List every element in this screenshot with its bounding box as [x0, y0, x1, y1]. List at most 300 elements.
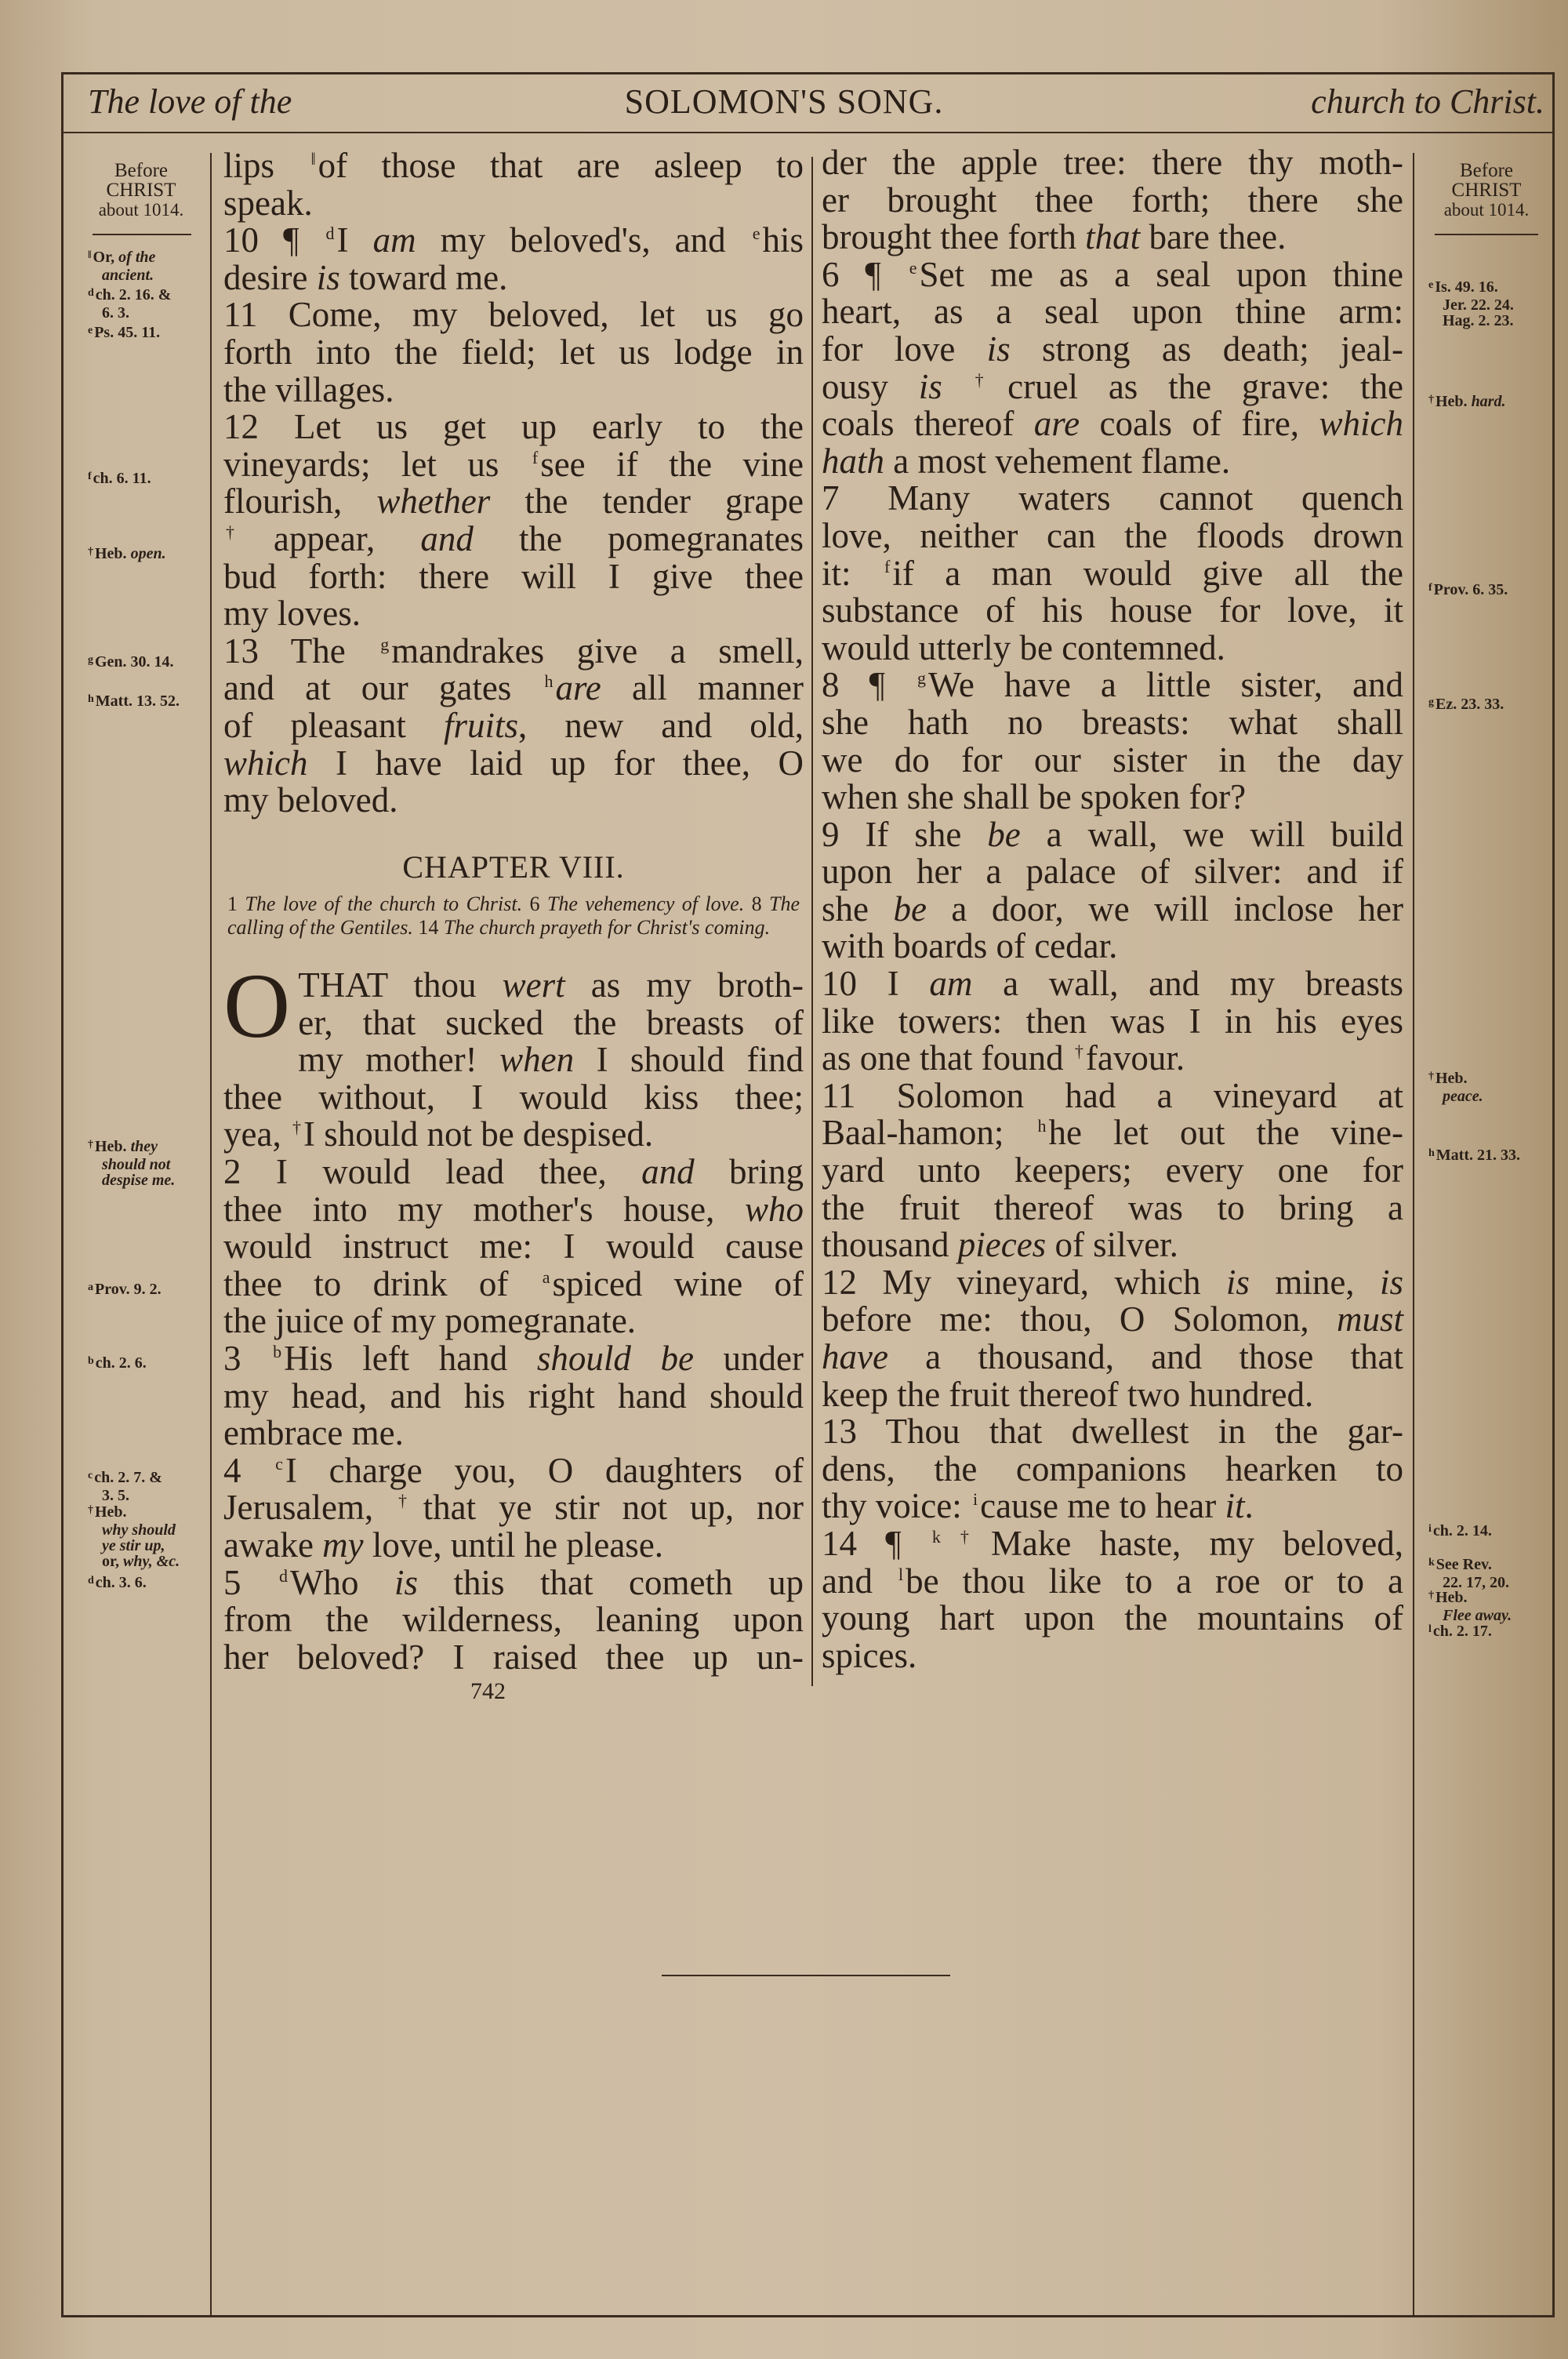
text-line [822, 742, 1403, 780]
text-run: and [822, 1561, 896, 1601]
note-text: ch. 2. 7. & [94, 1469, 162, 1486]
note-mark: † [88, 1504, 93, 1516]
italic-run: am [929, 964, 973, 1004]
note-line [95, 545, 166, 562]
italic-run: who [744, 1189, 804, 1229]
text-run: like towers: then was I in his eyes [822, 1001, 1403, 1041]
text-line [822, 331, 1403, 369]
text-run: spices. [822, 1635, 917, 1675]
note-line [94, 324, 160, 341]
note-line [1434, 581, 1508, 598]
date-before: Before [1459, 160, 1514, 181]
note-line [88, 1554, 180, 1569]
text-line [822, 928, 1403, 965]
summary-text: The vehemency of love. [546, 892, 745, 915]
margin-note [88, 1575, 147, 1593]
note-text: Is. 49. 16. [1435, 278, 1498, 296]
text-run: lips [223, 146, 309, 185]
note-line [88, 305, 171, 321]
text-run: with boards of cedar. [822, 926, 1118, 966]
italic-run: are [1033, 404, 1080, 444]
text-run: young hart upon the mountains of [822, 1598, 1403, 1638]
text-run: er, that sucked the breasts of [298, 1002, 804, 1042]
text-line [223, 1002, 804, 1042]
text-run: heart, as a seal upon thine arm: [822, 292, 1403, 332]
text-run: of pleasant [223, 705, 444, 745]
text-line [822, 293, 1403, 331]
text-run: the fruit thereof was to bring a [822, 1187, 1403, 1227]
text-run: brought thee forth [822, 217, 1086, 257]
text-run: We have a little sister, and [928, 665, 1403, 705]
summary-text: The church prayeth for Christ's coming. [443, 916, 771, 939]
margin-note [88, 546, 166, 564]
text-run: coals thereof [822, 404, 1034, 444]
margin-note [88, 1504, 180, 1569]
margin-note [1428, 1523, 1492, 1541]
note-line [88, 1522, 180, 1538]
text-run: under [693, 1338, 804, 1378]
margin-note [1428, 1070, 1483, 1104]
note-line [1436, 1589, 1468, 1606]
note-text: Ps. 45. 11. [94, 324, 161, 341]
text-run: all manner [601, 668, 804, 708]
right-bc-rule [1435, 234, 1538, 235]
text-line [223, 518, 804, 558]
note-line [1436, 1070, 1468, 1087]
right-margin-divider [1413, 153, 1414, 2315]
text-line [822, 1003, 1403, 1041]
text-run: 5 [223, 1562, 278, 1602]
note-italic: why should [102, 1521, 176, 1539]
text-run: be thou like to a roe or to a [906, 1561, 1403, 1601]
note-line [96, 1574, 147, 1591]
date-year: about 1014. [98, 200, 184, 220]
reference-mark: h [1037, 1116, 1047, 1136]
italic-run: is [1225, 1262, 1250, 1302]
note-mark: f [88, 471, 92, 482]
text-run: would instruct me: I would cause [223, 1227, 804, 1267]
text-run: the tender grape [490, 482, 804, 522]
margin-note [88, 287, 171, 321]
note-line [94, 1469, 162, 1486]
margin-note [88, 325, 160, 343]
note-text: Heb. [1436, 1589, 1468, 1606]
note-text: Ez. 23. 33. [1436, 696, 1504, 713]
reference-mark: g [917, 668, 927, 689]
italic-run: it [1225, 1486, 1245, 1526]
header-title: SOLOMON'S SONG. [624, 82, 944, 121]
note-line [96, 692, 180, 710]
text-run: , new and old, [518, 705, 804, 745]
text-run: thee without, I would kiss thee; [223, 1077, 804, 1117]
text-line [822, 667, 1403, 704]
italic-run: which [223, 743, 308, 783]
text-run: the juice of my pomegranate. [223, 1301, 637, 1341]
note-mark: † [1428, 394, 1434, 405]
reference-mark: l [898, 1564, 904, 1584]
header-rule [61, 132, 1555, 133]
italic-run: is [986, 329, 1011, 369]
text-run: my beloved. [223, 780, 398, 820]
text-line [223, 409, 804, 446]
note-text: Heb. [1436, 1070, 1468, 1087]
margin-note [1428, 1623, 1492, 1641]
text-run: 11 Solomon had a vineyard at [822, 1075, 1403, 1115]
reference-mark: e [909, 257, 917, 278]
text-run: flourish, [223, 482, 377, 522]
text-run: my mother! [298, 1040, 500, 1080]
summary-verse-number: 6 [522, 892, 547, 915]
text-run: forth into the field; let us lodge in [223, 332, 804, 372]
text-run: thee to drink of [223, 1263, 540, 1303]
text-run: I should not be despised. [303, 1114, 654, 1154]
text-line [822, 1075, 1403, 1115]
note-mark: b [88, 1355, 94, 1367]
text-run: if a man would give all the [892, 553, 1403, 593]
text-line [822, 443, 1403, 481]
text-line [223, 1489, 804, 1527]
italic-run: should be [536, 1338, 694, 1378]
text-line [223, 446, 804, 484]
note-mark: ‖ [88, 249, 92, 261]
margin-note [1428, 1590, 1512, 1623]
text-run: she [822, 889, 894, 929]
reference-mark: e [752, 224, 760, 244]
text-run: love, neither can the floods drown [822, 515, 1403, 555]
text-run: it: [822, 553, 882, 593]
text-run: before me: thou, O Solomon, [822, 1299, 1337, 1339]
text-line [223, 1415, 804, 1452]
italic-run: be [893, 889, 927, 929]
italic-run: that [1085, 217, 1141, 257]
text-line [822, 1114, 1403, 1152]
note-mark: f [1428, 582, 1432, 594]
text-run: strong as death; jeal- [1010, 329, 1403, 369]
reference-mark: † [975, 369, 1006, 390]
text-line [822, 1339, 1403, 1376]
reference-mark: † [292, 1118, 301, 1138]
reference-mark: b [273, 1341, 282, 1361]
note-mark: g [88, 654, 93, 666]
margin-note [88, 1139, 175, 1188]
text-line [223, 257, 804, 297]
note-line [1428, 297, 1514, 313]
text-line [223, 1452, 804, 1490]
text-line [822, 480, 1403, 518]
italic-run: and [420, 518, 474, 558]
italic-run: hath [822, 441, 885, 481]
text-line [822, 1563, 1403, 1601]
note-italic: open. [130, 545, 166, 562]
text-run: ousy [822, 366, 919, 406]
note-text: Heb. [95, 1503, 127, 1521]
text-run: for love [822, 329, 987, 369]
text-line [822, 1152, 1403, 1190]
note-italic: of the [118, 249, 156, 266]
note-line [95, 653, 174, 671]
note-line [96, 286, 172, 304]
text-line [223, 147, 804, 185]
end-rule [662, 1975, 950, 1976]
date-year: about 1014. [1443, 200, 1530, 220]
text-run: yard unto keepers; every one for [822, 1150, 1403, 1190]
text-run: His left hand [284, 1338, 537, 1378]
text-line [223, 1562, 804, 1602]
note-italic: why, &c. [123, 1553, 180, 1570]
text-run: I charge you, O daughters of [285, 1450, 804, 1490]
text-run: 3 [223, 1338, 271, 1378]
italic-run: my [322, 1525, 364, 1565]
text-line [223, 1191, 804, 1229]
note-line [1435, 278, 1498, 296]
text-line [822, 1600, 1403, 1637]
note-line [1428, 1575, 1509, 1590]
note-line [88, 1488, 162, 1503]
italic-run: must [1336, 1299, 1403, 1339]
text-run: yea, [223, 1114, 290, 1154]
note-line [1428, 1608, 1512, 1623]
note-mark: c [88, 1470, 93, 1481]
text-run: a door, we will inclose her [926, 889, 1403, 929]
note-mark: † [88, 1139, 93, 1150]
text-run: favour. [1085, 1038, 1185, 1078]
note-text: Matt. 21. 33. [1436, 1147, 1520, 1164]
date-before: Before [114, 160, 169, 181]
note-italic: ancient. [102, 267, 154, 284]
text-line [223, 1041, 804, 1079]
header-left: The love of the [88, 82, 292, 121]
note-mark: l [1428, 1623, 1432, 1635]
note-text: Jer. 22. 24. [1443, 296, 1514, 314]
summary-verse-number: 8 [744, 892, 770, 915]
note-mark: i [1428, 1523, 1432, 1535]
text-line [223, 1151, 804, 1191]
reference-mark: † [398, 1491, 421, 1511]
summary-verse-number: 1 [227, 892, 245, 915]
italic-run: is [918, 366, 942, 406]
italic-run: fruits [443, 705, 518, 745]
note-text: ch. 2. 16. & [95, 286, 172, 304]
margin-note [1428, 279, 1514, 329]
frame-left [61, 72, 64, 2317]
note-text: Heb. [95, 1138, 131, 1155]
text-run: coals of fire, [1080, 404, 1319, 444]
text-run: 4 [223, 1450, 274, 1490]
note-line [95, 1138, 158, 1155]
text-run: appear, [273, 518, 421, 558]
note-text: Heb. [1436, 393, 1472, 410]
text-line [822, 1448, 1403, 1488]
note-line [95, 1281, 162, 1298]
drop-cap: O [223, 954, 291, 1057]
text-line [223, 558, 804, 596]
text-run: Make haste, my beloved, [990, 1523, 1404, 1563]
note-italic: Flee away. [1443, 1607, 1512, 1624]
text-line [822, 405, 1403, 443]
frame-bottom [61, 2315, 1555, 2317]
note-italic: hard. [1471, 393, 1506, 410]
note-text: Prov. 6. 35. [1433, 581, 1508, 598]
text-run: . [1244, 1486, 1254, 1526]
note-mark: h [88, 693, 94, 705]
summary-verse-number: 14 [412, 916, 444, 939]
note-mark: h [1428, 1147, 1435, 1159]
text-run: of silver. [1046, 1225, 1178, 1265]
text-line [822, 1376, 1403, 1414]
italic-run: when [499, 1040, 575, 1080]
date-christ: CHRIST [1451, 180, 1522, 201]
text-run: 12 My vineyard, which [822, 1262, 1226, 1302]
text-run: of those that are asleep to [318, 146, 804, 185]
text-line [822, 366, 1404, 406]
chapter-summary [227, 892, 800, 940]
text-line [822, 219, 1403, 256]
note-line [88, 1172, 175, 1188]
text-line [223, 633, 804, 671]
text-run: der the apple tree: there thy moth- [822, 143, 1403, 182]
note-text: Hag. 2. 23. [1443, 312, 1514, 329]
text-line [223, 1263, 804, 1303]
text-run: 7 Many waters cannot quench [822, 478, 1403, 518]
reference-mark: † [226, 522, 271, 542]
text-line [223, 222, 804, 260]
text-run: awake [223, 1525, 323, 1565]
text-run: his [762, 220, 804, 260]
note-line [88, 1538, 180, 1554]
note-mark: a [88, 1281, 93, 1293]
italic-run: and [641, 1151, 695, 1191]
text-run: bring [694, 1151, 804, 1191]
text-line [822, 256, 1403, 294]
note-italic: should not [102, 1156, 171, 1173]
text-run: desire [223, 257, 317, 297]
text-run: THAT thou [298, 965, 503, 1005]
reference-mark: † [1074, 1041, 1083, 1062]
note-text: See Rev. [1436, 1556, 1492, 1573]
text-line [822, 779, 1403, 816]
note-mark: † [1428, 1590, 1434, 1601]
italic-run: pieces [957, 1225, 1047, 1265]
text-line [822, 555, 1403, 593]
text-run: speak. [223, 183, 313, 223]
text-line [223, 369, 804, 409]
text-line [223, 1079, 804, 1117]
text-run: spiced wine of [552, 1263, 804, 1303]
text-run: would utterly be contemned. [822, 627, 1225, 667]
text-line [822, 1187, 1403, 1227]
column-1-top [223, 147, 804, 820]
note-line [1428, 1089, 1483, 1104]
text-run: Who [290, 1562, 394, 1602]
text-run: 12 Let us get up early to the [223, 407, 804, 447]
right-date-note [1432, 161, 1541, 220]
text-line [223, 1527, 804, 1565]
text-line [223, 967, 804, 1005]
reference-mark: d [325, 224, 335, 244]
text-line [223, 1116, 804, 1154]
italic-run: am [372, 220, 416, 260]
text-run: she hath no breasts: what shall [822, 702, 1403, 742]
text-run: I have laid up for thee, O [307, 743, 804, 783]
text-run: 8 ¶ [822, 665, 916, 705]
note-text: Heb. [95, 545, 131, 562]
note-mark: d [88, 1575, 94, 1587]
italic-run: is [1380, 1262, 1404, 1302]
text-line [223, 1340, 804, 1378]
note-line [1436, 393, 1505, 410]
summary-text: The love of the church to Christ. [245, 892, 523, 915]
text-line [223, 782, 804, 820]
note-line [1433, 1623, 1492, 1640]
chapter-heading: CHAPTER VIII. [402, 849, 625, 885]
reference-mark: i [972, 1489, 978, 1510]
note-italic: they [130, 1138, 158, 1155]
italic-run: are [555, 668, 601, 708]
text-run: 13 Thou that dwellest in the gar- [822, 1412, 1403, 1452]
text-run: I [336, 220, 373, 260]
text-run: 6 ¶ [822, 254, 907, 294]
text-run: 11 Come, my beloved, let us go [223, 295, 804, 335]
text-run: a most vehement flame. [884, 441, 1231, 481]
summary-text: The calling of the Gentiles. [227, 892, 800, 939]
note-mark: g [1428, 696, 1434, 708]
header-right: church to Christ. [1311, 82, 1544, 121]
note-text: ch. 2. 6. [95, 1354, 147, 1372]
margin-note [88, 249, 155, 283]
reference-mark: a [542, 1267, 550, 1287]
note-line [88, 1157, 175, 1172]
note-text: 22. 17, 20. [1443, 1574, 1509, 1591]
note-mark: e [88, 325, 93, 336]
text-run: we do for our sister in the day [822, 740, 1403, 780]
margin-note [1428, 1147, 1520, 1165]
text-run: bare thee. [1140, 217, 1287, 257]
note-line [1433, 1522, 1492, 1539]
text-line [822, 144, 1403, 182]
note-mark: † [88, 546, 93, 558]
text-run: substance of his house for love, it [822, 591, 1403, 631]
left-margin-divider [210, 153, 212, 2315]
note-italic: ye stir up, [102, 1537, 165, 1554]
reference-mark: d [279, 1565, 289, 1586]
text-line [822, 627, 1403, 667]
note-text: Prov. 9. 2. [95, 1281, 162, 1298]
reference-mark: h [544, 671, 554, 692]
margin-note [88, 1355, 147, 1373]
column-1-bottom [223, 954, 804, 1677]
text-run: the pomegranates [473, 518, 804, 558]
italic-run: which [1319, 404, 1403, 444]
text-run: when she shall be spoken for? [822, 777, 1247, 817]
text-run: her beloved? I raised thee up un- [223, 1637, 804, 1677]
text-run: 14 ¶ [822, 1523, 930, 1563]
text-run: this that cometh up [418, 1562, 804, 1602]
note-line [1428, 313, 1514, 329]
text-run: dens, the companions hearken to [822, 1448, 1403, 1488]
text-run: embrace me. [223, 1413, 404, 1453]
text-line [223, 670, 804, 707]
column-2 [822, 144, 1403, 1674]
text-line [822, 1040, 1403, 1078]
text-run: he let out the vine- [1048, 1113, 1403, 1153]
text-line [223, 1228, 804, 1266]
margin-note [88, 693, 180, 711]
column-divider [811, 157, 813, 1686]
reference-mark: k† [931, 1526, 989, 1547]
text-line [223, 745, 804, 783]
reference-mark: c [275, 1453, 283, 1474]
text-line [223, 1601, 804, 1639]
